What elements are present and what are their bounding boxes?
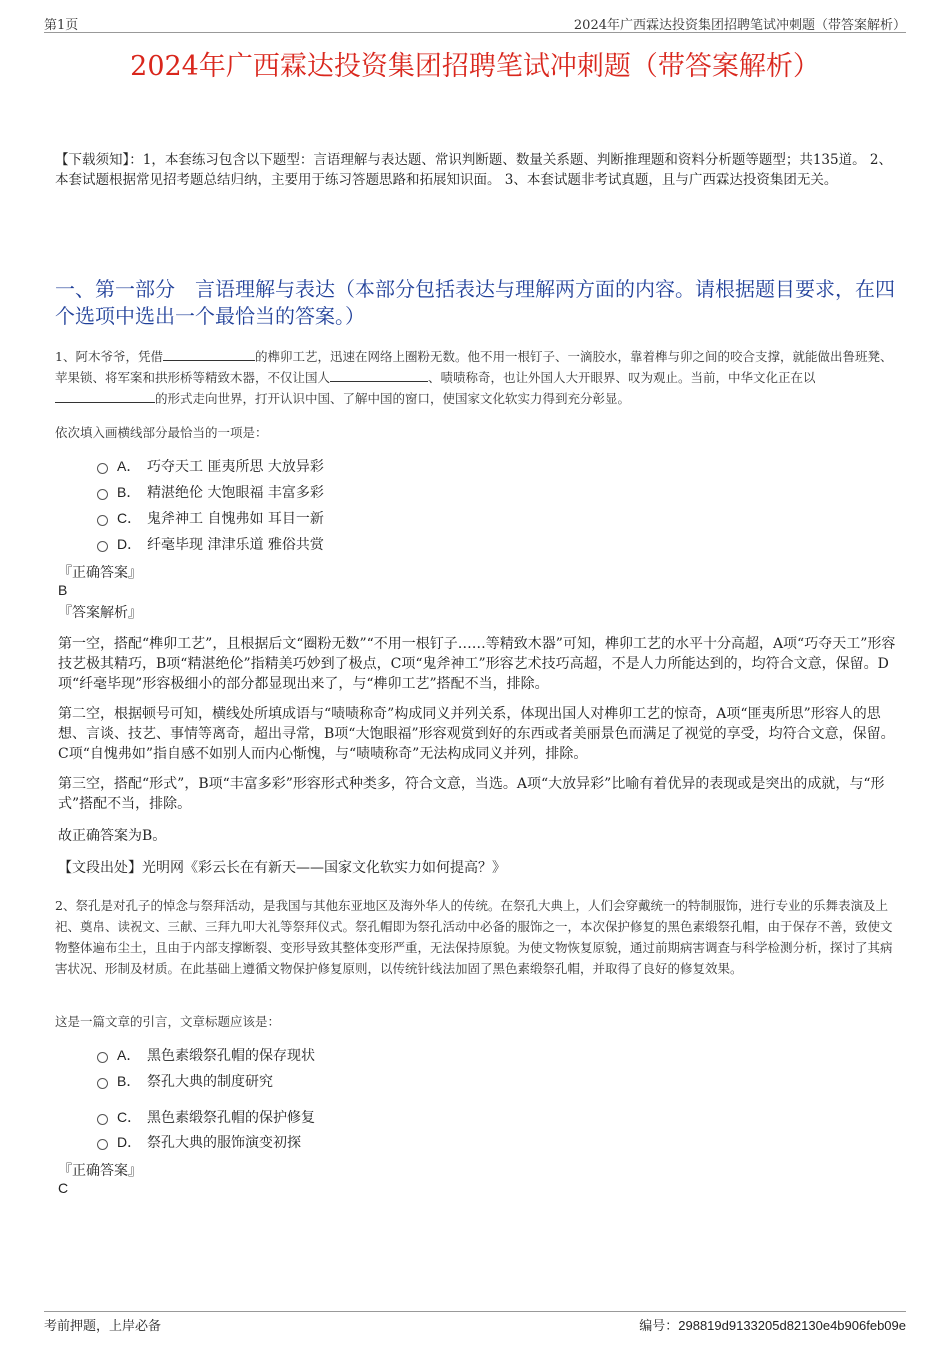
section-title: 一、第一部分 言语理解与表达（本部分包括表达与理解两方面的内容。请根据题目要求，在四个选项中选出一个最恰当的答案。）	[55, 277, 895, 328]
footer-slogan: 考前押题，上岸必备	[44, 1319, 162, 1334]
blank-1	[163, 348, 255, 361]
radio-icon[interactable]	[97, 1078, 108, 1089]
q2-option-b[interactable]: B． 祭孔大典的制度研究	[97, 1071, 273, 1091]
q1-analysis-1: 第一空，搭配“榫卯工艺”，且根据后文“圈粉无数”“不用一根钉子……等精致木器”可知，榫卯工艺的水平十分高超，A项“巧夺天工”形容技艺极其精巧，B项“精湛绝伦”指精美巧妙到了极点，C项“鬼斧神工”形容艺术技巧高超，不是人力所能达到的，均符合文意，保留。D项“纤毫毕现”形容极细小的部分都显现出来了，与“榫卯工艺”搭配不当，排除。	[58, 636, 896, 692]
radio-icon[interactable]	[97, 515, 108, 526]
q1-option-d[interactable]: D． 纤毫毕现 津津乐道 雅俗共赏	[97, 534, 324, 554]
footer-code-wrap: 编号：298819d9133205d82130e4b906feb09e	[639, 1318, 906, 1334]
q1-analysis-3: 第三空，搭配“形式”，B项“丰富多彩”形容形式种类多，符合文意，当选。A项“大放异彩”比喻有着优异的表现或是突出的成就，与“形式”搭配不当，排除。	[58, 776, 885, 812]
question-2-ask: 这是一篇文章的引言，文章标题应该是：	[55, 1014, 281, 1029]
page-title: 2024年广西霖达投资集团招聘笔试冲刺题（带答案解析）	[130, 51, 820, 82]
question-2-stem: 2、祭孔是对孔子的悼念与祭拜活动，是我国与其他东亚地区及海外华人的传统。在祭孔大典上，人们会穿戴统一的特制服饰，进行专业的乐舞表演及上祀、奠帛、读祝文、三献、三拜九叩大礼等祭拜仪式。祭孔帽即为祭孔活动中必备的服饰之一，本次保护修复的黑色素缎祭孔帽，由于保存不善，致使文物整体遍布尘土，且由于内部支撑断裂、变形导致其整体变形严重，无法保持原貌。为使文物恢复原貌，通过前期病害调查与科学检测分析，探讨了其病害状况、形制及材质。在此基础上遵循文物保护修复原则，以传统针线法加固了黑色素缎祭孔帽，并取得了良好的修复效果。	[55, 898, 893, 976]
download-notice: 【下载须知】：1，本套练习包含以下题型：言语理解与表达题、常识判断题、数量关系题、判断推理题和资料分析题等题型；共135道。 2、本套试题根据常见招考题总结归纳，主要用于练习答题思路和拓展知识面。 3、本套试题非考试真题，且与广西霖达投资集团无关。	[55, 152, 892, 188]
question-1-stem: 1、阿木爷爷，凭借 的榫卯工艺，迅速在网络上圈粉无数。他不用一根钉子、一滴胶水，靠着榫与卯之间的咬合支撑，就能做出鲁班凳、苹果锁、将军案和拱形桥等精致木器，不仅让国人 、啧啧称奇，也让外国人大开眼界、叹为观止。当前，中华文化正在以的形式走向世界，打开认识中国、了解中国的窗口，使国家文化软实力得到充分彰显。	[55, 349, 893, 406]
q1-option-b[interactable]: B． 精湛绝伦 大饱眼福 丰富多彩	[97, 482, 324, 502]
q1-option-a[interactable]: A． 巧夺天工 匪夷所思 大放异彩	[97, 456, 324, 476]
radio-icon[interactable]	[97, 463, 108, 474]
radio-icon[interactable]	[97, 489, 108, 500]
blank-3	[55, 390, 155, 403]
radio-icon[interactable]	[97, 541, 108, 552]
blank-2	[330, 369, 428, 382]
q2-option-a[interactable]: A． 黑色素缎祭孔帽的保存现状	[97, 1045, 315, 1065]
page-footer	[44, 1311, 906, 1334]
q1-option-c[interactable]: C． 鬼斧神工 自愧弗如 耳目一新	[97, 508, 324, 528]
q2-answer-label: 『正确答案』	[58, 1163, 142, 1179]
radio-icon[interactable]	[97, 1052, 108, 1063]
q2-option-d[interactable]: D． 祭孔大典的服饰演变初探	[97, 1132, 301, 1152]
page-number: 第1页	[44, 18, 79, 33]
q2-option-c[interactable]: C． 黑色素缎祭孔帽的保护修复	[97, 1107, 315, 1127]
document-code: 298819d9133205d82130e4b906feb09e	[678, 1318, 906, 1333]
q2-answer: C	[58, 1180, 69, 1196]
q1-analysis-label: 『答案解析』	[58, 605, 142, 621]
q1-answer-label: 『正确答案』	[58, 565, 142, 581]
page-header	[44, 14, 906, 33]
radio-icon[interactable]	[97, 1139, 108, 1150]
question-1-ask: 依次填入画横线部分最恰当的一项是：	[55, 425, 268, 440]
q1-answer: B	[58, 582, 68, 598]
q1-analysis-2: 第二空，根据顿号可知，横线处所填成语与“啧啧称奇”构成同义并列关系，体现出国人对榫卯工艺的惊奇，A项“匪夷所思”形容人的思想、言谈、技艺、事情等离奇，超出寻常，B项“大饱眼福”形容观赏到好的东西或者美丽景色而满足了视觉的享受，均符合文意，保留。C项“自愧弗如”指自感不如别人而内心惭愧，与“啧啧称奇”无法构成同义并列，排除。	[58, 706, 895, 762]
radio-icon[interactable]	[97, 1114, 108, 1125]
q1-source: 【文段出处】光明网《彩云长在有新天——国家文化软实力如何提高？》	[58, 860, 506, 876]
header-doc-title: 2024年广西霖达投资集团招聘笔试冲刺题（带答案解析）	[573, 18, 906, 33]
q1-conclusion: 故正确答案为B。	[58, 828, 167, 844]
